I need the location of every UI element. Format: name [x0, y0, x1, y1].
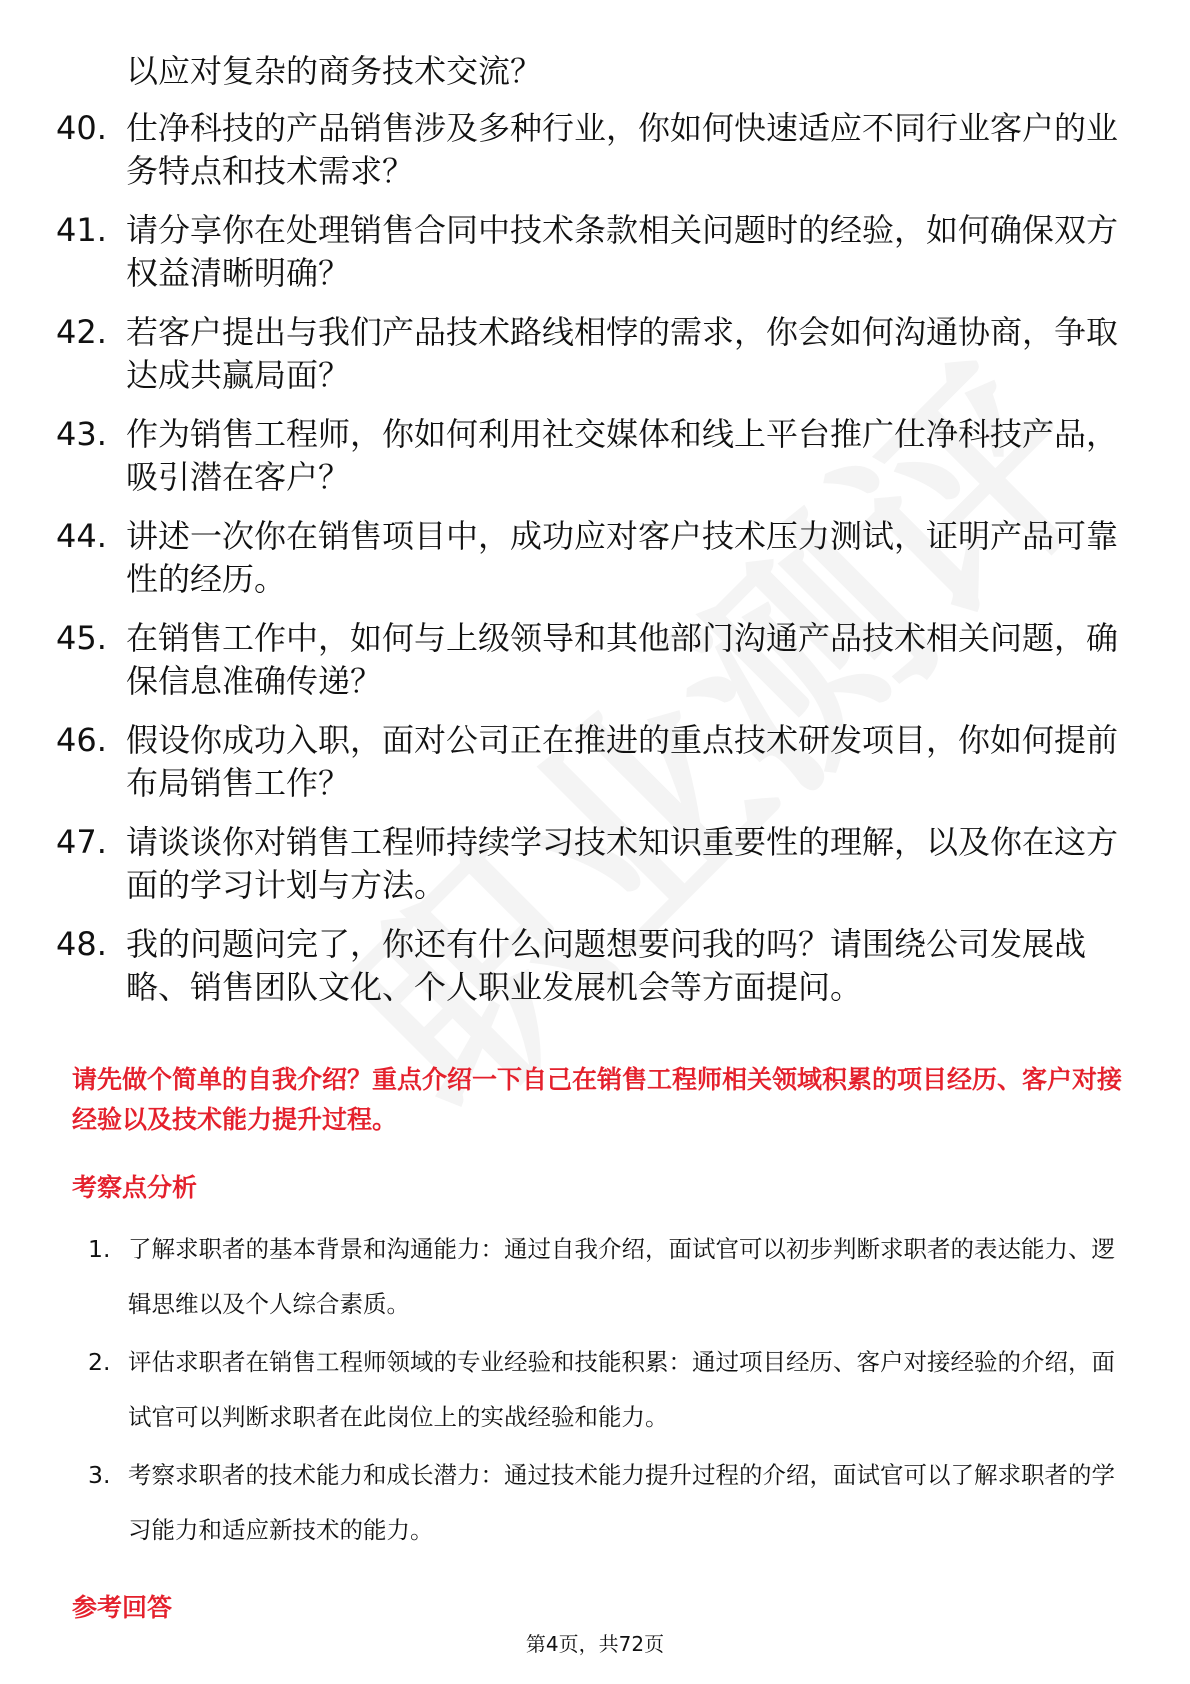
- question-text: 仕净科技的产品销售涉及多种行业，你如何快速适应不同行业客户的业务特点和技术需求？: [126, 109, 1119, 190]
- analysis-item: [88, 1448, 1128, 1558]
- analysis-title: 考察点分析: [72, 1173, 198, 1202]
- question-item: [56, 50, 1136, 93]
- question-item: [56, 821, 1136, 907]
- question-item: [56, 209, 1136, 295]
- question-item: [56, 923, 1136, 1009]
- highlight-question: 请先做个简单的自我介绍？重点介绍一下自己在销售工程师相关领域积累的项目经历、客户对接经验以及技术能力提升过程。: [72, 1065, 1123, 1134]
- question-item: [56, 311, 1136, 397]
- question-text: 假设你成功入职，面对公司正在推进的重点技术研发项目，你如何提前布局销售工作？: [126, 721, 1119, 802]
- question-text: 请谈谈你对销售工程师持续学习技术知识重要性的理解，以及你在这方面的学习计划与方法。: [126, 823, 1119, 904]
- question-text: 以应对复杂的商务技术交流？: [126, 52, 543, 90]
- analysis-text: 了解求职者的基本背景和沟通能力：通过自我介绍，面试官可以初步判断求职者的表达能力、逻辑思维以及个人综合素质。: [128, 1235, 1115, 1318]
- analysis-item: [88, 1222, 1128, 1332]
- question-number: 40.: [56, 109, 107, 147]
- question-text: 作为销售工程师，你如何利用社交媒体和线上平台推广仕净科技产品，吸引潜在客户？: [126, 415, 1119, 496]
- analysis-text: 评估求职者在销售工程师领域的专业经验和技能积累：通过项目经历、客户对接经验的介绍，面试官可以判断求职者在此岗位上的实战经验和能力。: [128, 1348, 1115, 1431]
- question-text: 若客户提出与我们产品技术路线相悖的需求，你会如何沟通协商，争取达成共赢局面？: [126, 313, 1119, 394]
- question-text: 我的问题问完了，你还有什么问题想要问我的吗？请围绕公司发展战略、销售团队文化、个人职业发展机会等方面提问。: [126, 925, 1087, 1006]
- question-item: [56, 515, 1136, 601]
- question-item: [56, 107, 1136, 193]
- question-text: 请分享你在处理销售合同中技术条款相关问题时的经验，如何确保双方权益清晰明确？: [126, 211, 1119, 292]
- question-item: [56, 719, 1136, 805]
- question-number: 45.: [56, 619, 107, 657]
- question-number: 48.: [56, 925, 107, 963]
- question-number: 42.: [56, 313, 107, 351]
- question-number: 44.: [56, 517, 107, 555]
- question-number: 46.: [56, 721, 107, 759]
- question-number: 43.: [56, 415, 107, 453]
- question-item: [56, 617, 1136, 703]
- question-text: 在销售工作中，如何与上级领导和其他部门沟通产品技术相关问题，确保信息准确传递？: [126, 619, 1119, 700]
- analysis-number: 3.: [88, 1461, 111, 1489]
- reference-answer-title: 参考回答: [72, 1593, 173, 1622]
- question-item: [56, 413, 1136, 499]
- question-number: 47.: [56, 823, 107, 861]
- analysis-number: 2.: [88, 1348, 111, 1376]
- analysis-list: [88, 1222, 1128, 1561]
- question-list: [56, 50, 1136, 1025]
- question-text: 讲述一次你在销售项目中，成功应对客户技术压力测试，证明产品可靠性的经历。: [126, 517, 1119, 598]
- analysis-text: 考察求职者的技术能力和成长潜力：通过技术能力提升过程的介绍，面试官可以了解求职者的学习能力和适应新技术的能力。: [128, 1461, 1115, 1544]
- page-footer: 第4页，共72页: [525, 1632, 665, 1656]
- analysis-number: 1.: [88, 1235, 111, 1263]
- question-number: 41.: [56, 211, 107, 249]
- analysis-item: [88, 1335, 1128, 1445]
